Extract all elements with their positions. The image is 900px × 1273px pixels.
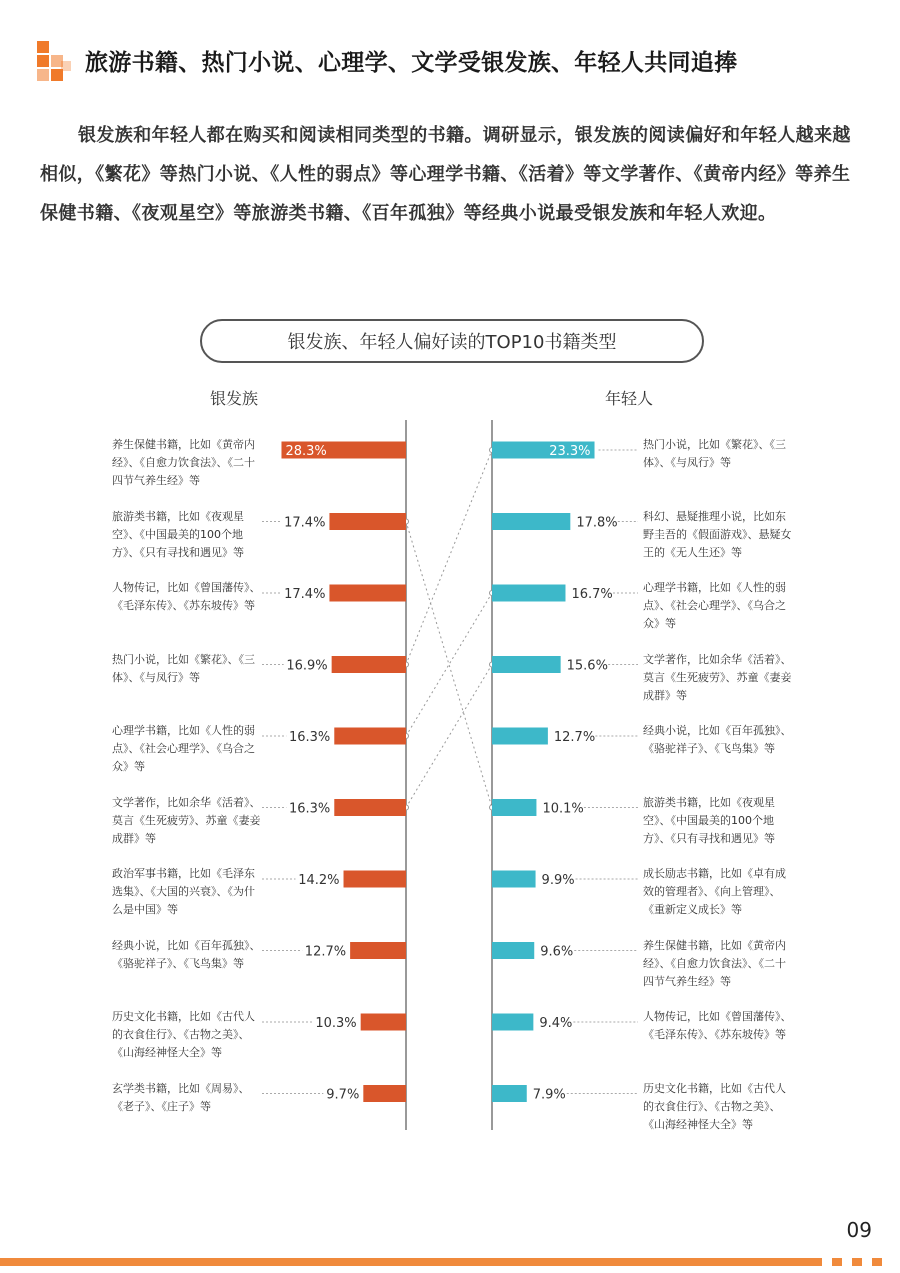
page-heading: 旅游书籍、热门小说、心理学、文学受银发族、年轻人共同追捧: [85, 50, 738, 76]
bar-young: [492, 585, 565, 602]
value-label-silver: 16.3%: [288, 730, 331, 745]
connection-line: [406, 450, 492, 665]
bar-young: [492, 1085, 527, 1102]
value-label-young: 9.9%: [541, 873, 575, 888]
footer-square: [872, 1258, 882, 1266]
bar-young: [492, 1014, 533, 1031]
category-label-young: 历史文化书籍，比如《古代人的衣食住行》、《古物之美》、《山海经神怪大全》等: [643, 1081, 786, 1131]
bar-young: [492, 728, 548, 745]
category-label-young: 养生保健书籍，比如《黄帝内经》、《自愈力饮食法》、《二十四节气养生经》等: [643, 938, 786, 988]
bar-silver: [344, 871, 406, 888]
value-label-young: 7.9%: [532, 1087, 566, 1103]
category-label-silver: 热门小说，比如《繁花》、《三体》、《与凤行》等: [112, 652, 255, 684]
value-label-silver: 9.7%: [326, 1087, 360, 1103]
value-label-young: 9.4%: [539, 1016, 573, 1031]
footer-square: [832, 1258, 842, 1266]
value-label-young: 10.1%: [542, 801, 584, 817]
category-label-silver: 人物传记，比如《曾国藩传》、《毛泽东传》、《苏东坡传》等: [112, 581, 261, 612]
legend-silver: 银发族: [210, 389, 259, 408]
value-label-young: 16.7%: [571, 587, 613, 602]
category-label-young: 热门小说，比如《繁花》、《三体》、《与凤行》等: [643, 438, 786, 469]
category-label-silver: 文学著作，比如余华《活着》、莫言《生死疲劳》、苏童《妻妾成群》等: [112, 795, 261, 845]
connection-line: [406, 522, 492, 808]
category-label-silver: 玄学类书籍，比如《周易》、《老子》、《庄子》等: [112, 1081, 250, 1113]
value-label-young: 9.6%: [540, 944, 574, 960]
category-label-silver: 政治军事书籍，比如《毛泽东选集》、《大国的兴衰》、《为什么是中国》等: [112, 867, 255, 916]
bar-young: [492, 871, 536, 888]
value-label-silver: 10.3%: [315, 1016, 357, 1031]
category-label-young: 人物传记，比如《曾国藩传》、《毛泽东传》、《苏东坡传》等: [643, 1010, 792, 1041]
bar-silver: [363, 1085, 406, 1102]
bar-silver: [334, 728, 406, 745]
intro-paragraph: 银发族和年轻人都在购买和阅读相同类型的书籍。调研显示，银发族的阅读偏好和年轻人越来越相似，《繁花》等热门小说、《人性的弱点》等心理学书籍、《活着》等文学著作、《黄帝内经》等养生保健书籍、《夜观星空》等旅游类书籍、《百年孤独》等经典小说最受银发族和年轻人欢迎。: [40, 125, 851, 224]
value-label-silver: 28.3%: [285, 444, 327, 459]
footer-square: [852, 1258, 862, 1266]
value-label-silver: 16.9%: [286, 658, 328, 674]
bar-silver: [329, 513, 406, 530]
bar-silver: [350, 942, 406, 959]
bar-young: [492, 513, 570, 530]
category-label-silver: 旅游类书籍，比如《夜观星空》、《中国最美的100个地方》、《只有寻找和遇见》等: [112, 509, 244, 559]
bar-young: [492, 656, 561, 673]
category-label-silver: 心理学书籍，比如《人性的弱点》、《社会心理学》、《乌合之众》等: [112, 724, 255, 773]
category-label-silver: 养生保健书籍，比如《黄帝内经》、《自愈力饮食法》、《二十四节气养生经》等: [112, 438, 255, 487]
value-label-silver: 17.4%: [284, 587, 326, 602]
category-label-silver: 历史文化书籍，比如《古代人的衣食住行》、《古物之美》、《山海经神怪大全》等: [112, 1010, 255, 1059]
connection-line: [406, 593, 492, 736]
value-label-silver: 14.2%: [298, 873, 340, 888]
value-label-young: 17.8%: [576, 515, 618, 531]
value-label-young: 12.7%: [553, 730, 596, 745]
category-label-young: 文学著作，比如余华《活着》、莫言《生死疲劳》、苏童《妻妾成群》等: [643, 652, 792, 702]
footer-bar: [0, 1258, 822, 1266]
category-label-young: 成长励志书籍，比如《卓有成效的管理者》、《向上管理》、《重新定义成长》等: [643, 867, 786, 916]
bar-young: [492, 799, 536, 816]
chart-title: 银发族、年轻人偏好读的TOP10书籍类型: [200, 319, 704, 363]
brand-logo-icon: [37, 41, 73, 81]
bar-silver: [332, 656, 406, 673]
page-number: 09: [846, 1218, 872, 1242]
bar-silver: [334, 799, 406, 816]
category-label-young: 经典小说，比如《百年孤独》、《骆驼祥子》、《飞鸟集》等: [643, 724, 792, 755]
bar-young: [492, 942, 534, 959]
connection-line: [406, 665, 492, 808]
bar-silver: [361, 1014, 406, 1031]
category-label-young: 旅游类书籍，比如《夜观星空》、《中国最美的100个地方》、《只有寻找和遇见》等: [643, 795, 775, 845]
category-label-silver: 经典小说，比如《百年孤独》、《骆驼祥子》、《飞鸟集》等: [112, 938, 261, 970]
category-label-young: 心理学书籍，比如《人性的弱点》、《社会心理学》、《乌合之众》等: [643, 581, 786, 630]
value-label-silver: 17.4%: [284, 515, 326, 531]
value-label-young: 15.6%: [566, 658, 608, 674]
bar-silver: [329, 585, 406, 602]
value-label-silver: 16.3%: [288, 801, 331, 817]
value-label-silver: 12.7%: [304, 944, 347, 960]
category-label-young: 科幻、悬疑推理小说，比如东野圭吾的《假面游戏》、悬疑女王的《无人生还》等: [643, 509, 792, 559]
legend-young: 年轻人: [605, 389, 654, 408]
value-label-young: 23.3%: [549, 444, 591, 459]
